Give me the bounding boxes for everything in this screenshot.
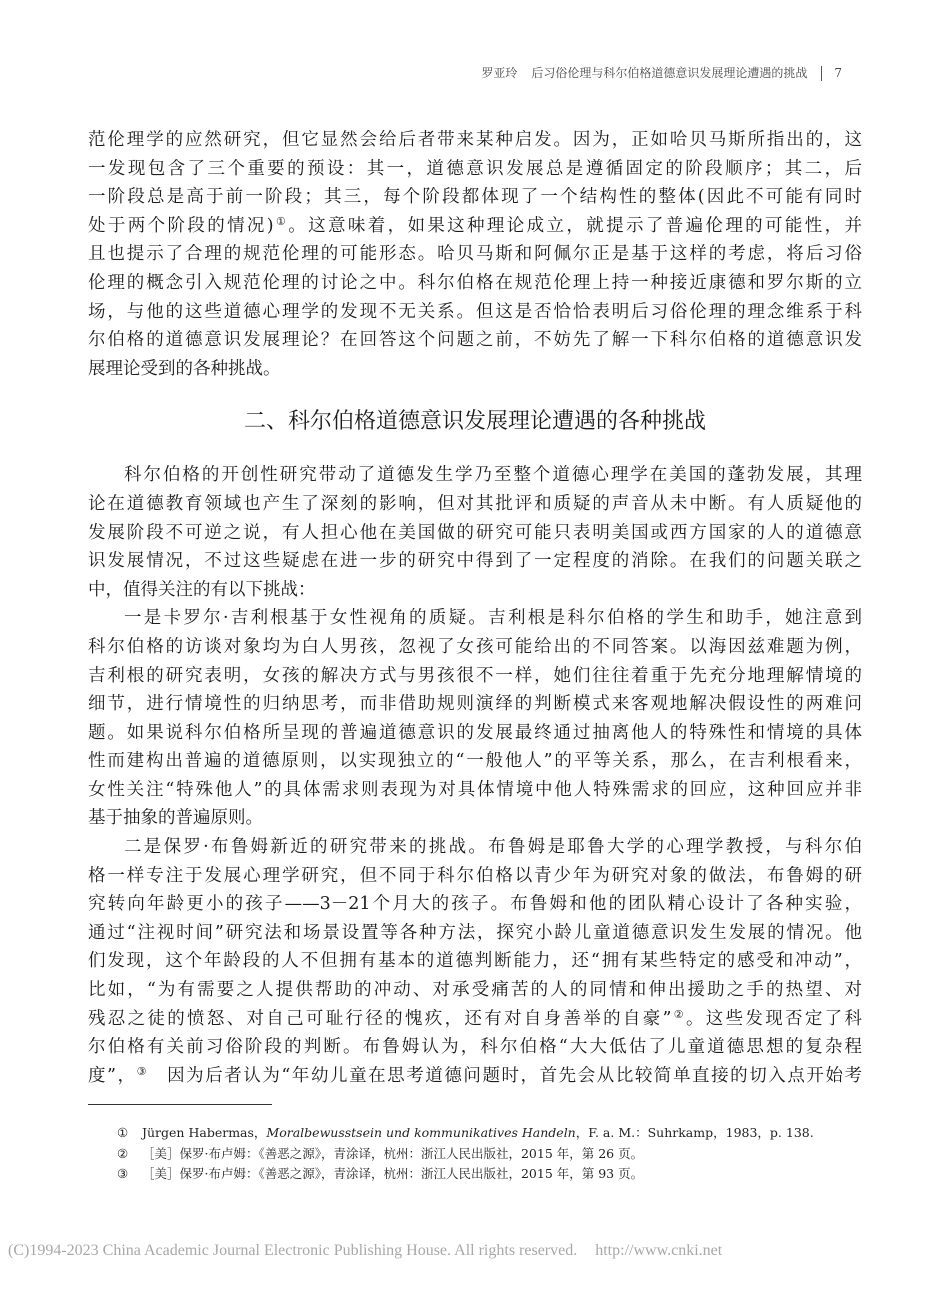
text-line: 细节，进行情境性的归纳思考，而非借助规则演绎的判断模式来客观地解决假设性的两难问: [88, 694, 862, 715]
text-line: 通过“注视时间”研究法和场景设置等各种方法，探究小龄儿童道德意识发生发展的情况。他: [88, 922, 862, 943]
text-line: 伦理的概念引入规范伦理的讨论之中。科尔伯格在规范伦理上持一种接近康德和罗尔斯的立: [88, 272, 862, 293]
page-number: 7: [834, 66, 842, 80]
text-line: 究转向年龄更小的孩子——3－21个月大的孩子。布鲁姆和他的团队精心设计了各种实验，: [88, 894, 862, 915]
running-header: [481, 64, 842, 82]
text-segment: 。这意味着，如果这种理论成立，就提示了普遍伦理的可能性，并: [288, 215, 862, 236]
text-line: 性而建构出普遍的道德原则，以实现独立的“一般他人”的平等关系，那么，在吉利根看来，: [88, 751, 862, 772]
copyright-notice: (C)1994-2023 China Academic Journal Electronic Publishing House. All rights reserved.: [8, 1242, 578, 1259]
text-line: 识发展情况，不过这些疑虑在进一步的研究中得到了一定程度的消除。在我们的问题关联之: [88, 551, 862, 572]
copyright-footer: [8, 1240, 938, 1262]
footnote-rule: [88, 1104, 272, 1105]
footnote-mark: ①: [117, 1125, 129, 1140]
main-text-column: [88, 126, 862, 1090]
text-line: 们发现，这个年龄段的人不但拥有基本的道德判断能力，还“拥有某些特定的感受和冲动”，: [88, 951, 862, 972]
text-line: 题。如果说科尔伯格所呈现的普遍道德意识的发展最终通过抽离他人的特殊性和情境的具体: [88, 722, 862, 743]
footnote-ref-2: ②: [671, 1007, 686, 1021]
footnote-author: Jürgen Habermas，: [142, 1125, 267, 1140]
text-line: [88, 1062, 862, 1091]
footnote-2: [117, 1144, 857, 1165]
footnote-ref-1: ①: [273, 214, 289, 228]
text-line: [88, 1005, 862, 1034]
source-url: http://www.cnki.net: [595, 1242, 723, 1259]
text-segment: 。这些发现否定了科: [686, 1008, 862, 1029]
footnote-text: [142, 1123, 814, 1144]
text-line: 中，值得关注的有以下挑战：: [88, 579, 316, 600]
text-line: 一是卡罗尔·吉利根基于女性视角的质疑。吉利根是科尔伯格的学生和助手，她注意到: [124, 608, 862, 629]
text-line: 女性关注“特殊他人”的具体需求则表现为对具体情境中他人特殊需求的回应，这种回应并非: [88, 779, 862, 800]
text-segment: 因为后者认为“年幼儿童在思考道德问题时，首先会从比较简单直接的切入点开始考: [148, 1065, 862, 1086]
text-segment: 残忍之徒的愤怒、对自己可耻行径的愧疚，还有对自身善举的自豪”: [88, 1008, 672, 1029]
footnote-text: ［美］保罗·布卢姆：《善恶之源》，青涂译，杭州：浙江人民出版社，2015 年，第 93 页。: [142, 1166, 644, 1181]
text-line: 场，与他的这些道德心理学的发现不无关系。但这是否恰恰表明后习俗伦理的理念维系于科: [88, 301, 862, 322]
text-line: 基于抽象的普遍原则。: [88, 808, 263, 829]
text-line: 比如，“为有需要之人提供帮助的冲动、对承受痛苦的人的同情和伸出援助之手的热望、对: [88, 980, 862, 1001]
text-segment: 度”，: [88, 1065, 137, 1086]
footnote-ref-3: ③: [136, 1064, 149, 1078]
footnote-mark: ③: [117, 1166, 129, 1181]
text-line: 格一样专注于发展心理学研究，但不同于科尔伯格以青少年为研究对象的做法，布鲁姆的研: [88, 865, 862, 886]
text-line: 范伦理学的应然研究，但它显然会给后者带来某种启发。因为，正如哈贝马斯所指出的，这: [88, 130, 862, 150]
paragraph-2: [88, 461, 862, 604]
text-line: 尔伯格的道德意识发展理论？在回答这个问题之前，不妨先了解一下科尔伯格的道德意识发: [88, 330, 862, 351]
footnote-1: [117, 1123, 857, 1144]
paragraph-3: [88, 604, 862, 833]
footnote-3: [117, 1164, 857, 1185]
footnote-mark: ②: [117, 1145, 129, 1161]
text-line: [88, 212, 862, 241]
paragraph-1: [88, 126, 862, 383]
header-author: 罗亚玲: [481, 66, 518, 80]
text-line: 发展阶段不可逆之说，有人担心他在美国做的研究可能只表明美国或西方国家的人的道德意: [88, 522, 862, 543]
text-line: 且也提示了合理的规范伦理的可能形态。哈贝马斯和阿佩尔正是基于这样的考虑，将后习俗: [88, 244, 862, 265]
footnote-text: ［美］保罗·布卢姆：《善恶之源》，青涂译，杭州：浙江人民出版社，2015 年，第 26 页。: [142, 1145, 644, 1161]
text-line: 二是保罗·布鲁姆新近的研究带来的挑战。布鲁姆是耶鲁大学的心理学教授，与科尔伯: [124, 837, 862, 858]
text-line: 科尔伯格的访谈对象均为白人男孩，忽视了女孩可能给出的不同答案。以海因兹难题为例，: [88, 636, 862, 657]
text-line: 科尔伯格的开创性研究带动了道德发生学乃至整个道德心理学在美国的蓬勃发展，其理: [124, 465, 862, 486]
header-running-title: 后习俗伦理与科尔伯格道德意识发展理论遭遇的挑战: [531, 66, 808, 80]
text-line: 尔伯格有关前习俗阶段的判断。布鲁姆认为，科尔伯格“大大低估了儿童道德思想的复杂程: [88, 1037, 862, 1058]
text-line: 论在道德教育领域也产生了深刻的影响，但对其批评和质疑的声音从未中断。有人质疑他的: [88, 493, 862, 514]
text-line: 展理论受到的各种挑战。: [88, 358, 281, 379]
footnote-publication: ，F. a. M.：Suhrkamp，1983，p. 138.: [575, 1125, 814, 1140]
text-line: 吉利根的研究表明，女孩的解决方式与男孩很不一样，她们往往着重于先充分地理解情境的: [88, 665, 862, 686]
text-line: 一阶段总是高于前一阶段；其三，每个阶段都体现了一个结构性的整体(因此不可能有同时: [88, 187, 862, 208]
section-heading: 二、科尔伯格道德意识发展理论遭遇的各种挑战: [243, 409, 706, 435]
header-separator: [821, 66, 822, 81]
text-segment: 处于两个阶段的情况): [88, 215, 274, 236]
footnotes: [117, 1123, 857, 1185]
text-line: 一发现包含了三个重要的预设：其一，道德意识发展总是遵循固定的阶段顺序；其二，后: [88, 158, 862, 179]
footnote-book-title: Moralbewusstsein und kommunikatives Handeln: [266, 1125, 576, 1140]
paragraph-4: [88, 833, 862, 1090]
